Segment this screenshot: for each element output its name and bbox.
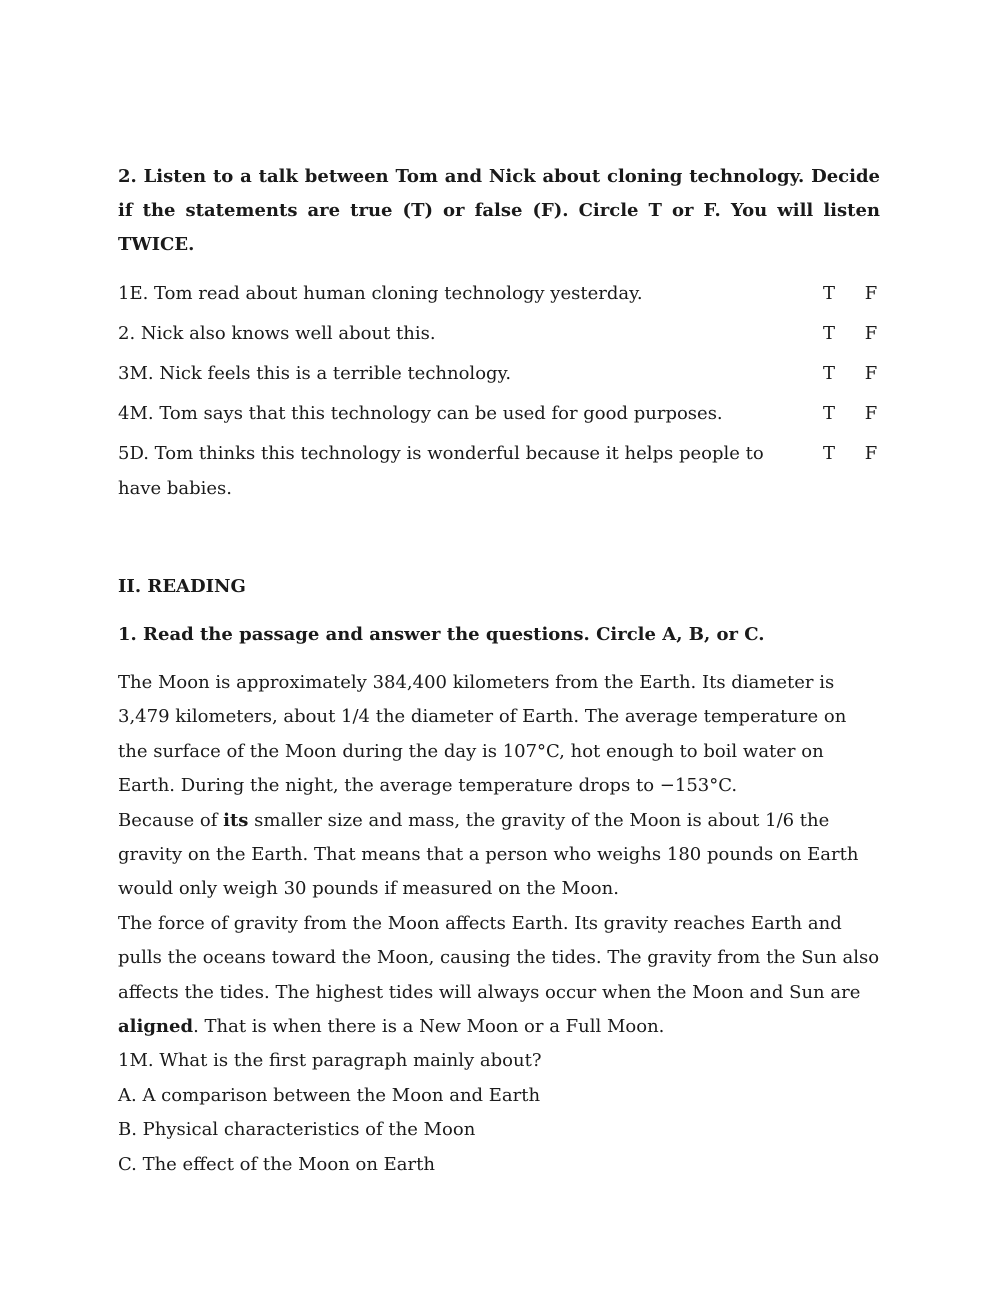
tf-choices: [820, 436, 880, 471]
false-choice[interactable]: F: [864, 283, 878, 304]
statement-row: [118, 436, 880, 506]
answer-option-b[interactable]: B. Physical characteristics of the Moon: [118, 1119, 476, 1141]
true-choice[interactable]: T: [822, 443, 835, 464]
paragraph-text: The force of gravity from the Moon affects Earth. Its gravity reaches Earth and pulls the oceans toward the Moon, causing the tides. The gravity from the Sun also affects the tides. The highest tides will always occur when the Moon and Sun are: [118, 912, 880, 1003]
paragraph-text: smaller size and mass, the gravity of the Moon is about 1/6 the gravity on the Earth. That means that a person who weighs 180 pounds on Earth would only weigh 30 pounds if measured on the Moon.: [118, 809, 859, 900]
answer-option-a[interactable]: A. A comparison between the Moon and Earth: [118, 1084, 541, 1106]
statement-text: 1E. Tom read about human cloning technology yesterday.: [118, 283, 643, 304]
reading-section-title: II. READING: [118, 576, 246, 597]
statement-row: [118, 396, 880, 431]
tf-choices: [820, 276, 880, 311]
bold-word: its: [223, 809, 249, 831]
tf-choices: [820, 356, 880, 391]
answer-option-c[interactable]: C. The effect of the Moon on Earth: [118, 1153, 435, 1175]
true-false-list: [118, 276, 880, 506]
statement-row: [118, 356, 880, 391]
worksheet-page: [118, 160, 880, 1182]
statement-text: 3M. Nick feels this is a terrible technology.: [118, 363, 512, 384]
tf-choices: [820, 396, 880, 431]
passage-paragraph-2: [118, 804, 880, 907]
paragraph-text: . That is when there is a New Moon or a Full Moon.: [193, 1016, 665, 1038]
statement-text: 5D. Tom thinks this technology is wonderful because it helps people to have babies.: [118, 443, 764, 499]
statement-text: 2. Nick also knows well about this.: [118, 323, 436, 344]
question-block: [118, 1044, 880, 1182]
true-choice[interactable]: T: [822, 283, 835, 304]
listening-task-heading: 2. Listen to a talk between Tom and Nick about cloning technology. Decide if the statements are true (T) or false (F). Circle T or F. You will listen TWICE.: [118, 166, 880, 255]
false-choice[interactable]: F: [864, 363, 878, 384]
false-choice[interactable]: F: [864, 323, 878, 344]
passage-paragraph-1: The Moon is approximately 384,400 kilometers from the Earth. Its diameter is 3,479 kilometers, about 1/4 the diameter of Earth. The average temperature on the surface of the Moon during the day is 107°C, hot enough to boil water on Earth. During the night, the average temperature drops to −153°C.: [118, 672, 847, 797]
tf-choices: [820, 316, 880, 351]
question-prompt: 1M. What is the first paragraph mainly about?: [118, 1050, 542, 1072]
statement-row: [118, 276, 880, 311]
true-choice[interactable]: T: [822, 323, 835, 344]
passage-paragraph-3: [118, 907, 880, 1045]
reading-passage: [118, 666, 880, 1044]
statement-row: [118, 316, 880, 351]
reading-task-title: 1. Read the passage and answer the questions. Circle A, B, or C.: [118, 624, 765, 645]
bold-word: aligned: [118, 1016, 194, 1038]
false-choice[interactable]: F: [864, 443, 878, 464]
true-choice[interactable]: T: [822, 403, 835, 424]
true-choice[interactable]: T: [822, 363, 835, 384]
false-choice[interactable]: F: [864, 403, 878, 424]
statement-text: 4M. Tom says that this technology can be used for good purposes.: [118, 403, 723, 424]
paragraph-text: Because of: [118, 809, 224, 831]
